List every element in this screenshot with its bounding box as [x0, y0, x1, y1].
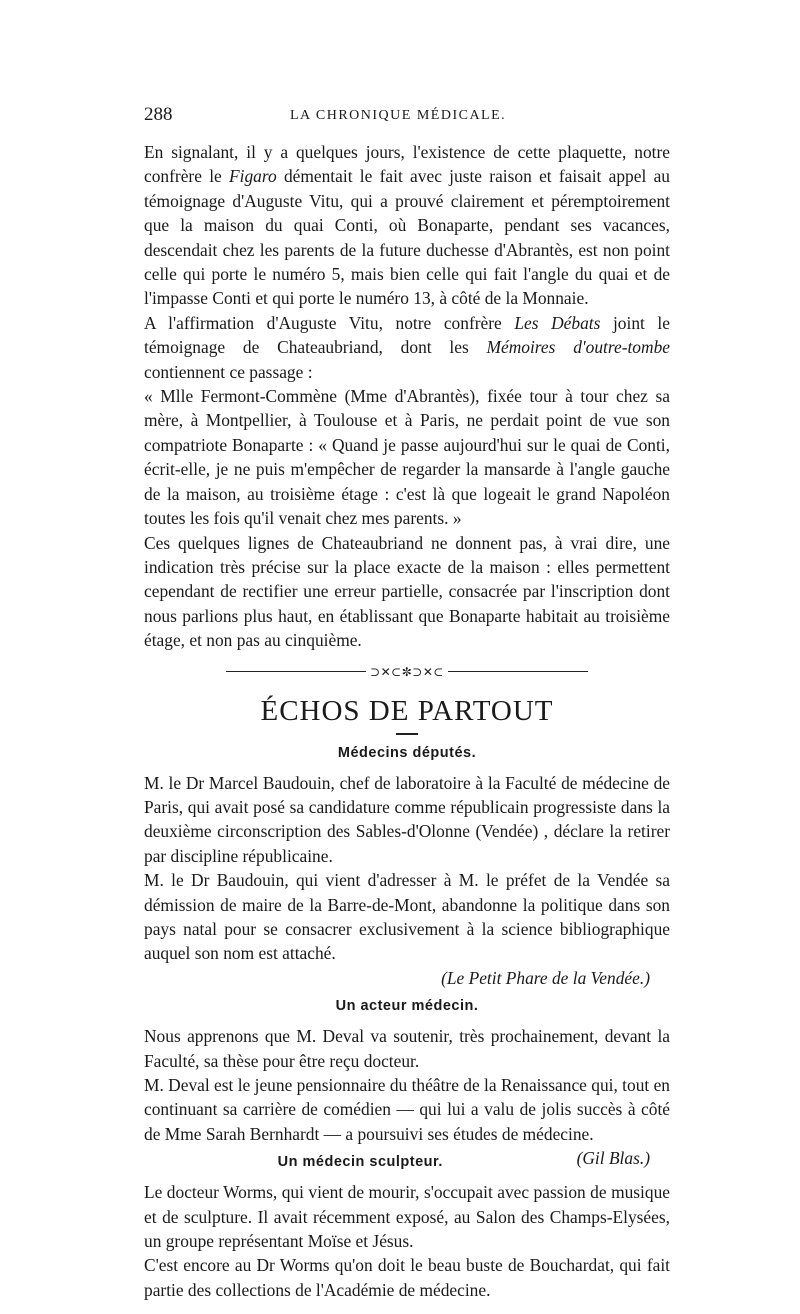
divider-rule-right	[448, 671, 588, 672]
page-number: 288	[144, 104, 173, 125]
item-2-paragraph-1: Nous apprenons que M. Deval va soutenir, très prochainement, devant la Faculté, sa thèse pour être reçu docteur.	[144, 1026, 670, 1071]
item-1-paragraph-2: M. le Dr Baudouin, qui vient d'adresser à M. le préfet de la Vendée sa démission de maire de la Barre-de-Mont, abandonne la politique dans son pays natal pour se consacrer exclusivement à la science bibliographique auquel son nom est attaché.	[144, 870, 670, 964]
divider-rule-left	[226, 671, 366, 672]
section-divider	[144, 665, 670, 679]
intro-paragraph-4: Ces quelques lignes de Chateaubriand ne donnent pas, à vrai dire, une indication très précise sur la place exacte de la maison : elles permettent cependant de rectifier une erreur partielle, consacrée par l'inscription dont nous parlions plus haut, en établissant que Bonaparte habitait au troisième étage, et non pas au cinquième.	[144, 532, 670, 651]
intro-quotation: « Mlle Fermont-Commène (Mme d'Abrantès), fixée tour à tour chez sa mère, à Montpellier, à Toulouse et à Paris, ne perdait point de vue son compatriote Bonaparte : « Quand je passe aujourd'hui sur le quai de Conti, écrit-elle, je ne puis m'empêcher de regarder la mansarde à l'angle gauche de la maison, au troisième étage : c'est là que logeait le grand Napoléon toutes les fois qu'il venait chez mes parents. »	[144, 386, 670, 529]
running-title: LA CHRONIQUE MÉDICALE.	[290, 108, 507, 123]
item-2-source: (Gil Blas.)	[576, 1148, 650, 1169]
item-heading-medecins-deputes: Médecins députés.	[337, 744, 477, 761]
divider-ornament: ⊃✕⊂✼⊃✕⊂	[370, 664, 444, 679]
page-header	[144, 104, 674, 130]
item-heading-acteur-medecin: Un acteur médecin.	[335, 998, 479, 1015]
title-underline	[396, 733, 418, 735]
item-1-paragraph-1: M. le Dr Marcel Baudouin, chef de laboratoire à la Faculté de médecine de Paris, qui avait posé sa candidature comme républicain progressiste dans la deuxième circonscription des Sables-d'Olonne (Vendée) , déclare la retirer par discipline républicaine.	[144, 772, 670, 866]
item-3-paragraph-1: Le docteur Worms, qui vient de mourir, s'occupait avec passion de musique et de sculpture. Il avait récemment exposé, au Salon des Champs-Elysées, un groupe représentant Moïse et Jésus.	[144, 1182, 670, 1252]
item-2-paragraph-2: M. Deval est le jeune pensionnaire du théâtre de la Renaissance qui, tout en continuant sa carrière de comédien — qui lui a valu de jolis succès à côté de Mme Sarah Bernhardt — a poursuivi ses études de médecine. (Gil Blas.)	[144, 1073, 670, 1146]
item-heading-medecin-sculpteur: Un médecin sculpteur.	[277, 1154, 443, 1171]
item-3-paragraph-2: C'est encore au Dr Worms qu'on doit le beau buste de Bouchardat, qui fait partie des collections de l'Académie de médecine.	[144, 1255, 670, 1300]
text-column	[144, 140, 670, 1302]
intro-paragraph-2: A l'affirmation d'Auguste Vitu, notre confrère Les Débats joint le témoignage de Chateaubriand, dont les Mémoires d'outre-tombe contiennent ce passage :	[144, 312, 670, 382]
section-title: ÉCHOS DE PARTOUT	[260, 694, 554, 727]
intro-paragraph-1: En signalant, il y a quelques jours, l'existence de cette plaquette, notre confrère le Figaro démentait le fait avec juste raison et faisait appel au témoignage d'Auguste Vitu, qui a prouvé clairement et péremptoirement que la maison du quai Conti, où Bonaparte, pendant ses vacances, descendait chez les parents de la future duchesse d'Abrantès, est non point celle qui porte le numéro 5, mais bien celle qui fait l'angle du quai et de l'impasse Conti et qui porte le numéro 13, à côté de la Monnaie.	[144, 142, 670, 309]
item-1-source: (Le Petit Phare de la Vendée.)	[441, 967, 650, 988]
